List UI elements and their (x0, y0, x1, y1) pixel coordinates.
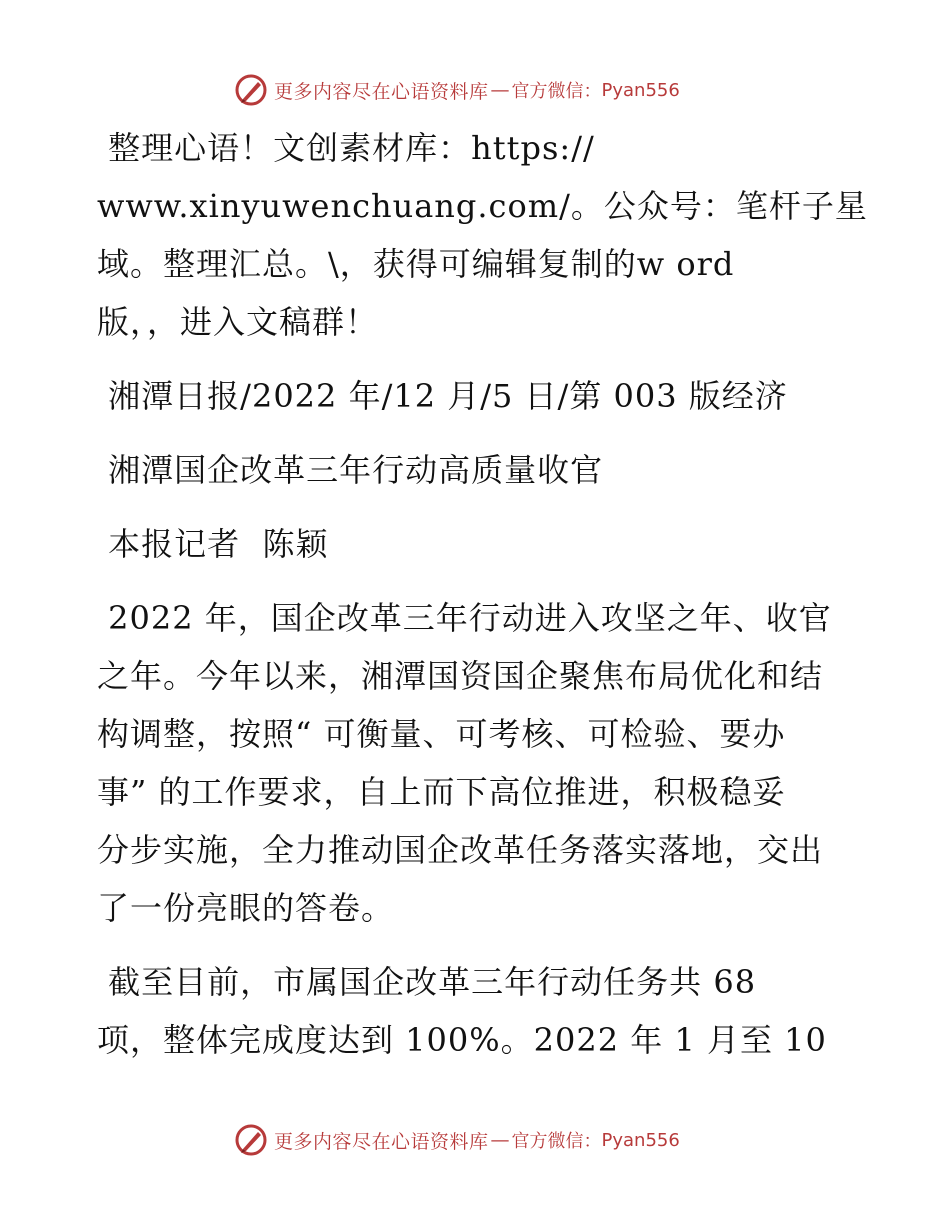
banner-official-label: 官方微信： (511, 81, 602, 102)
body-line: 分步实施，全力推动国企改革任务落实落地，交出 (97, 831, 824, 869)
footer-watermark-banner (234, 1122, 680, 1158)
body-line: 事” 的工作要求，自上而下高位推进，积极稳妥 (97, 773, 786, 811)
banner-official-label: 官方微信： (511, 1131, 602, 1152)
body-line: 构调整，按照“ 可衡量、可考核、可检验、要办 (97, 715, 786, 753)
banner-text: 更多内容尽在心语资料库 (274, 80, 489, 103)
body-line: 域。整理汇总。\，获得可编辑复制的w ord (97, 245, 735, 283)
body-line: 截至目前，市属国企改革三年行动任务共 68 (97, 963, 757, 1001)
article-byline: 本报记者 陈颖 (97, 525, 329, 563)
banner-wechat-id: Pyan556 (601, 1129, 680, 1151)
body-line: 版，，进入文稿群！ (97, 303, 379, 341)
body-line: 之年。今年以来，湘潭国资国企聚焦布局优化和结 (97, 657, 824, 695)
body-line: 了一份亮眼的答卷。 (97, 889, 395, 927)
body-line: 项，整体完成度达到 100%。2022 年 1 月至 10 (97, 1021, 827, 1059)
banner-text: 更多内容尽在心语资料库 (274, 1130, 489, 1153)
banner-separator: — (490, 79, 510, 101)
body-line: 2022 年，国企改革三年行动进入攻坚之年、收官 (97, 599, 832, 637)
body-line: www.xinyuwenchuang.com/。公众号：笔杆子星 (97, 187, 868, 225)
article-title: 湘潭国企改革三年行动高质量收官 (97, 451, 604, 489)
pen-logo-icon (234, 1123, 268, 1157)
banner-separator: — (490, 1129, 510, 1151)
header-watermark-banner (234, 72, 680, 108)
banner-wechat-id: Pyan556 (601, 79, 680, 101)
article-source-line: 湘潭日报/2022 年/12 月/5 日/第 003 版经济 (97, 377, 788, 415)
pen-logo-icon (234, 73, 268, 107)
body-line: 整理心语！文创素材库：https:// (97, 129, 595, 167)
